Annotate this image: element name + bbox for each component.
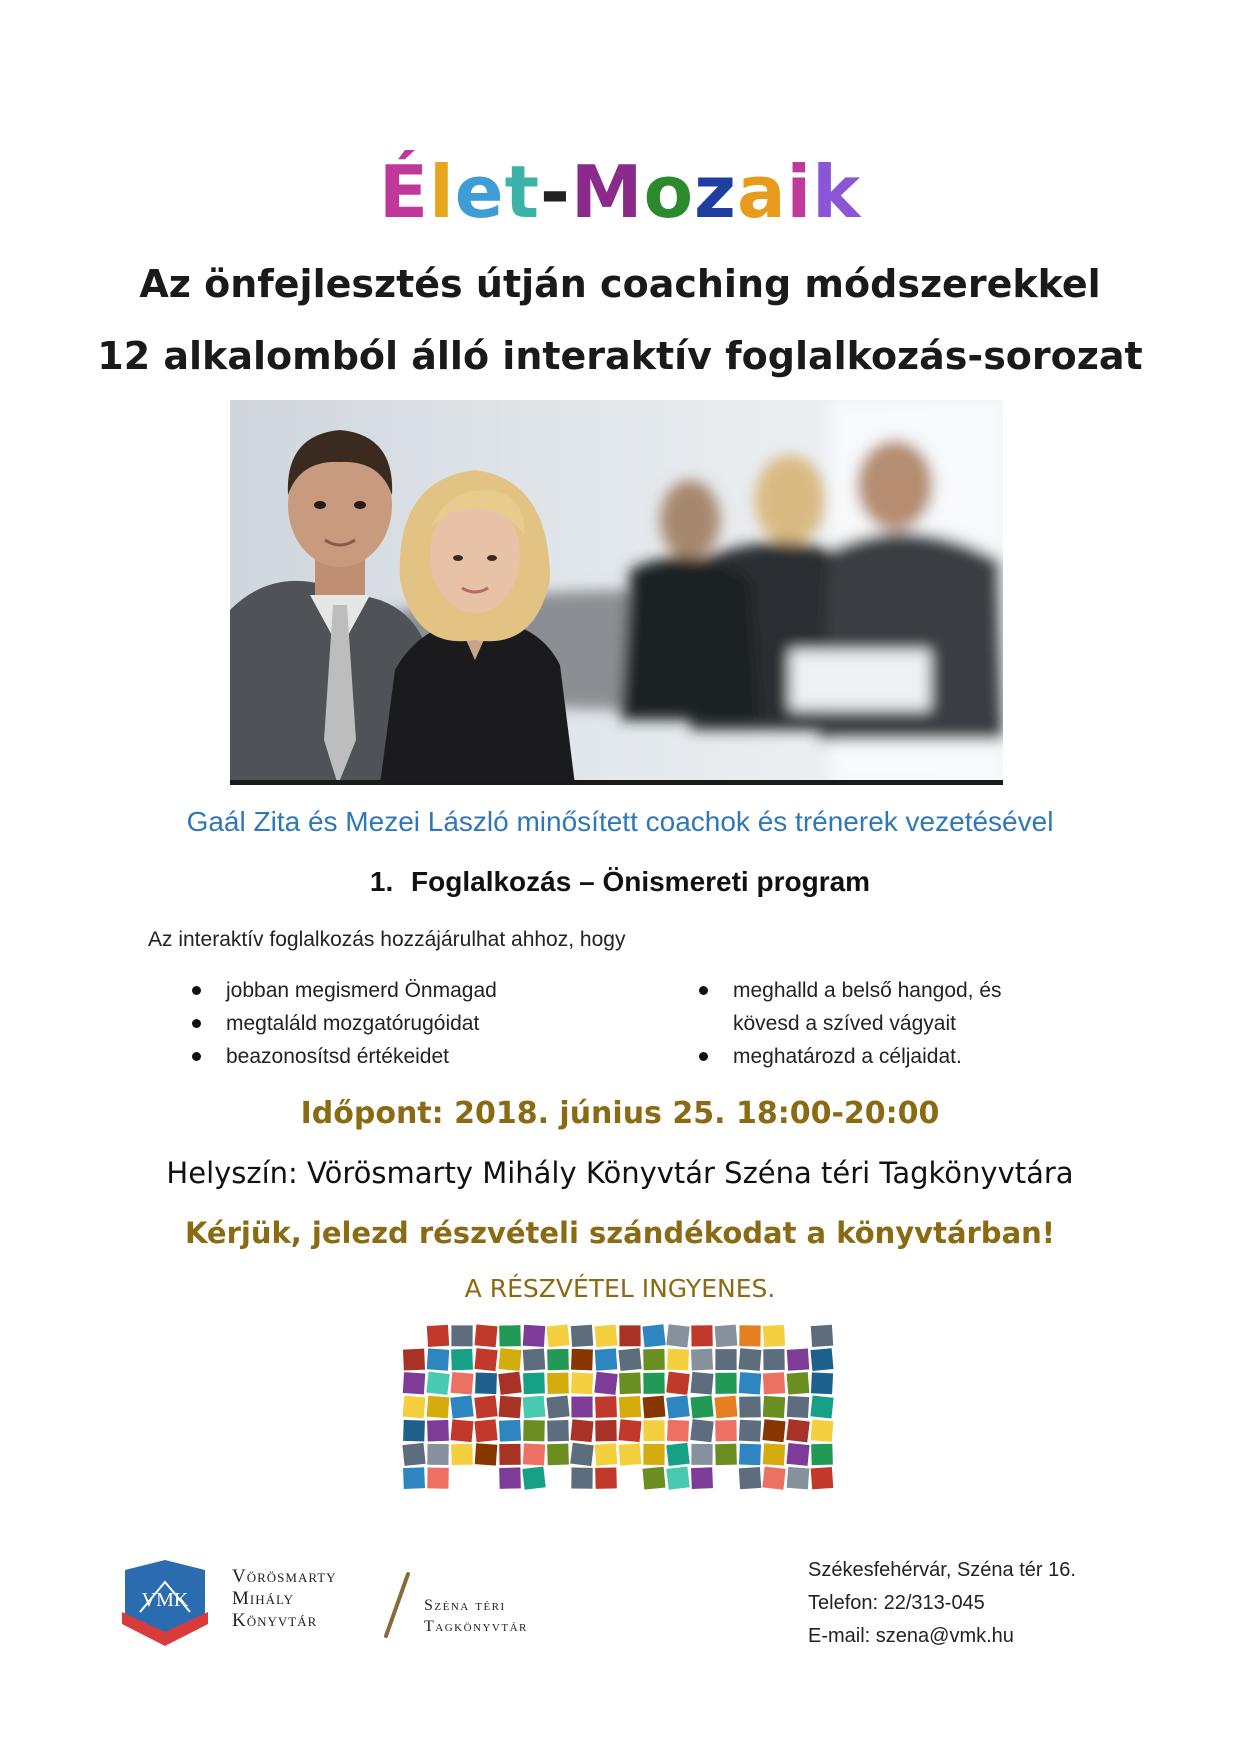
mosaic-tile: [786, 1443, 810, 1467]
bullet-icon: [699, 986, 708, 995]
phone: Telefon: 22/313-045: [808, 1592, 985, 1614]
mosaic-tile: [810, 1395, 834, 1419]
list-item: jobban megismerd Önmagad: [150, 974, 670, 1007]
mosaic-tile: [474, 1443, 497, 1466]
subtitle-primary: Az önfejlesztés útján coaching módszerekkel: [139, 262, 1101, 306]
mosaic-tile: [594, 1348, 617, 1371]
mosaic-tile: [762, 1372, 785, 1395]
photo-mosaic-image: [402, 1324, 834, 1490]
mosaic-tile: [450, 1419, 474, 1443]
mosaic-tile: [690, 1419, 714, 1443]
mosaic-tile: [786, 1348, 809, 1371]
page-title: [0, 150, 1240, 234]
registration-notice: Kérjük, jelezd részvételi szándékodat a könyvtárban!: [184, 1216, 1056, 1250]
mosaic-tile: [643, 1420, 665, 1442]
address: Székesfehérvár, Széna tér 16.: [808, 1559, 1076, 1581]
event-time: Időpont: 2018. június 25. 18:00-20:00: [300, 1096, 940, 1131]
title-letter: É: [378, 150, 430, 234]
title-letter: a: [736, 150, 787, 234]
mosaic-tile: [498, 1348, 522, 1372]
session-title: Foglalkozás – Önismereti program: [411, 866, 871, 897]
library-logo: [120, 1552, 210, 1647]
list-item-continuation: kövesd a szíved vágyait: [733, 1012, 956, 1035]
coaching-photo: [230, 400, 1003, 785]
mosaic-tile: [691, 1325, 713, 1347]
mosaic-tile: [474, 1419, 498, 1443]
title-letter: i: [786, 150, 813, 234]
divider-slash: [378, 1572, 418, 1638]
mosaic-tile: [595, 1467, 617, 1489]
mosaic-tile: [547, 1348, 570, 1370]
mosaic-tile: [475, 1372, 498, 1394]
mosaic-tile: [739, 1325, 761, 1347]
mosaic-tile: [762, 1466, 786, 1490]
mosaic-tile: [738, 1372, 761, 1395]
mosaic-tile: [762, 1395, 785, 1418]
bullet-icon: [192, 1052, 201, 1061]
mosaic-tile: [715, 1443, 738, 1465]
mosaic-tile: [571, 1396, 593, 1418]
mosaic-tile: [691, 1348, 714, 1371]
mosaic-tile: [451, 1348, 474, 1371]
mosaic-tile: [666, 1395, 690, 1419]
mosaic-tile: [427, 1467, 449, 1489]
mosaic-tile: [402, 1395, 426, 1419]
mosaic-tile: [666, 1466, 690, 1490]
mosaic-tile: [595, 1396, 618, 1418]
event-venue: Helyszín: Vörösmarty Mihály Könyvtár Széna téri Tagkönyvtára: [166, 1156, 1074, 1190]
mosaic-tile: [690, 1371, 714, 1395]
title-letter: k: [812, 150, 862, 234]
mosaic-tile: [715, 1349, 737, 1371]
mosaic-tile: [643, 1443, 665, 1465]
list-item: beazonosítsd értékeidet: [150, 1040, 670, 1073]
mosaic-tile: [739, 1396, 761, 1418]
mosaic-tile: [426, 1371, 450, 1395]
mosaic-tile: [571, 1467, 593, 1489]
mosaic-tile: [426, 1348, 449, 1371]
mosaic-tile: [714, 1395, 738, 1419]
title-letter: -: [540, 150, 571, 234]
mosaic-tile: [499, 1467, 522, 1489]
mosaic-tile: [786, 1396, 809, 1419]
mosaic-tile: [739, 1443, 762, 1466]
title-letter: z: [694, 150, 737, 234]
mosaic-tile: [763, 1349, 785, 1371]
mosaic-tile: [810, 1348, 834, 1372]
mosaic-tile: [498, 1371, 522, 1395]
session-heading: [0, 866, 1240, 898]
mosaic-tile: [810, 1372, 833, 1395]
library-name: Vörösmarty Mihály Könyvtár: [232, 1566, 337, 1631]
mosaic-tile: [522, 1348, 545, 1371]
mosaic-tile: [666, 1371, 690, 1395]
mosaic-tile: [643, 1348, 665, 1370]
mosaic-tile: [786, 1419, 810, 1443]
mosaic-tile: [522, 1443, 545, 1466]
mosaic-tile: [499, 1443, 521, 1465]
email: E-mail: szena@vmk.hu: [808, 1625, 1014, 1647]
mosaic-tile: [499, 1419, 522, 1442]
bullet-icon: [699, 1052, 708, 1061]
mosaic-tile: [619, 1325, 641, 1347]
mosaic-tile: [642, 1466, 666, 1490]
mosaic-tile: [474, 1324, 498, 1348]
mosaic-tile: [426, 1324, 449, 1347]
mosaic-tile: [618, 1419, 642, 1443]
mosaic-tile: [811, 1443, 834, 1465]
mosaic-tile: [642, 1324, 666, 1348]
title-letter: o: [643, 150, 695, 234]
mosaic-tile: [715, 1420, 737, 1442]
mosaic-tile: [402, 1372, 425, 1395]
mosaic-tile: [618, 1443, 642, 1466]
mosaic-tile: [523, 1372, 546, 1394]
mosaic-tile: [667, 1419, 690, 1442]
list-item: megtaláld mozgatórugóidat: [150, 1007, 670, 1040]
mosaic-tile: [810, 1419, 834, 1442]
mosaic-tile: [522, 1395, 546, 1419]
mosaic-tile: [547, 1372, 570, 1394]
mosaic-tile: [738, 1419, 761, 1442]
branch-name: Széna téri Tagkönyvtár: [424, 1597, 528, 1635]
mosaic-tile: [402, 1442, 426, 1466]
mosaic-tile: [499, 1325, 521, 1347]
mosaic-tile: [547, 1443, 570, 1465]
mosaic-tile: [570, 1324, 593, 1347]
bullet-icon: [192, 986, 201, 995]
mosaic-tile: [738, 1348, 762, 1371]
mosaic-tile: [690, 1395, 714, 1419]
mosaic-tile: [618, 1396, 641, 1419]
mosaic-tile: [403, 1467, 426, 1490]
mosaic-tile: [810, 1467, 833, 1490]
mosaic-tile: [667, 1348, 690, 1371]
mosaic-tile: [643, 1372, 665, 1394]
mosaic-tile: [570, 1372, 593, 1395]
title-letter: e: [454, 150, 505, 234]
mosaic-tile: [546, 1395, 570, 1419]
subtitle-secondary: 12 alkalomból álló interaktív foglalkozás-sorozat: [97, 334, 1143, 378]
mosaic-tile: [762, 1443, 785, 1466]
mosaic-tile: [570, 1419, 594, 1443]
mosaic-tile: [403, 1419, 426, 1441]
mosaic-tile: [474, 1395, 498, 1419]
mosaic-tile: [522, 1466, 546, 1490]
mosaic-tile: [450, 1372, 474, 1396]
mosaic-tile: [523, 1420, 546, 1442]
mosaic-tile: [547, 1420, 570, 1442]
mosaic-tile: [451, 1325, 473, 1347]
mosaic-tile: [450, 1395, 474, 1419]
mosaic-tile: [762, 1324, 785, 1347]
title-letter: t: [504, 150, 541, 234]
mosaic-tile: [715, 1372, 737, 1394]
mosaic-tile: [451, 1443, 474, 1465]
mosaic-tile: [594, 1443, 618, 1466]
title-letter: l: [429, 150, 455, 234]
mosaic-tile: [427, 1443, 449, 1465]
bullet-list-left: [150, 974, 670, 1073]
mosaic-tile: [498, 1395, 522, 1418]
mosaic-tile: [691, 1444, 713, 1466]
mosaic-tile: [594, 1371, 618, 1395]
intro-text: Az interaktív foglalkozás hozzájárulhat ahhoz, hogy: [148, 928, 626, 951]
mosaic-tile: [474, 1348, 498, 1372]
contact-block: [808, 1554, 1076, 1653]
mosaic-tile: [810, 1324, 833, 1347]
bullet-list-right: [657, 974, 1117, 1073]
mosaic-tile: [642, 1395, 666, 1419]
mosaic-tile: [666, 1324, 690, 1348]
mosaic-tile: [691, 1467, 714, 1490]
trainers-line: Gaál Zita és Mezei László minősített coachok és trénerek vezetésével: [186, 806, 1054, 837]
title-letter: M: [570, 150, 644, 234]
list-item: meghalld a belső hangod, és: [657, 974, 1117, 1007]
mosaic-tile: [546, 1324, 570, 1348]
mosaic-tile: [786, 1467, 810, 1490]
session-number: 1.: [369, 866, 394, 897]
mosaic-tile: [571, 1348, 594, 1371]
bullet-icon: [192, 1019, 201, 1028]
mosaic-tile: [595, 1420, 617, 1442]
mosaic-tile: [738, 1467, 761, 1490]
mosaic-tile: [618, 1348, 642, 1372]
mosaic-tile: [403, 1348, 426, 1371]
logo-text: VMK: [141, 1589, 189, 1611]
mosaic-tile: [786, 1372, 810, 1395]
free-entry-note: A RÉSZVÉTEL INGYENES.: [464, 1274, 776, 1303]
mosaic-tile: [762, 1419, 786, 1443]
mosaic-tile: [427, 1419, 450, 1441]
mosaic-tile: [594, 1324, 618, 1347]
mosaic-tile: [619, 1372, 642, 1394]
list-item: meghatározd a céljaidat.: [657, 1040, 1117, 1073]
mosaic-tile: [522, 1324, 545, 1347]
mosaic-tile: [570, 1442, 594, 1466]
mosaic-tile: [666, 1442, 690, 1466]
mosaic-tile: [714, 1324, 738, 1347]
mosaic-tile: [426, 1395, 450, 1418]
